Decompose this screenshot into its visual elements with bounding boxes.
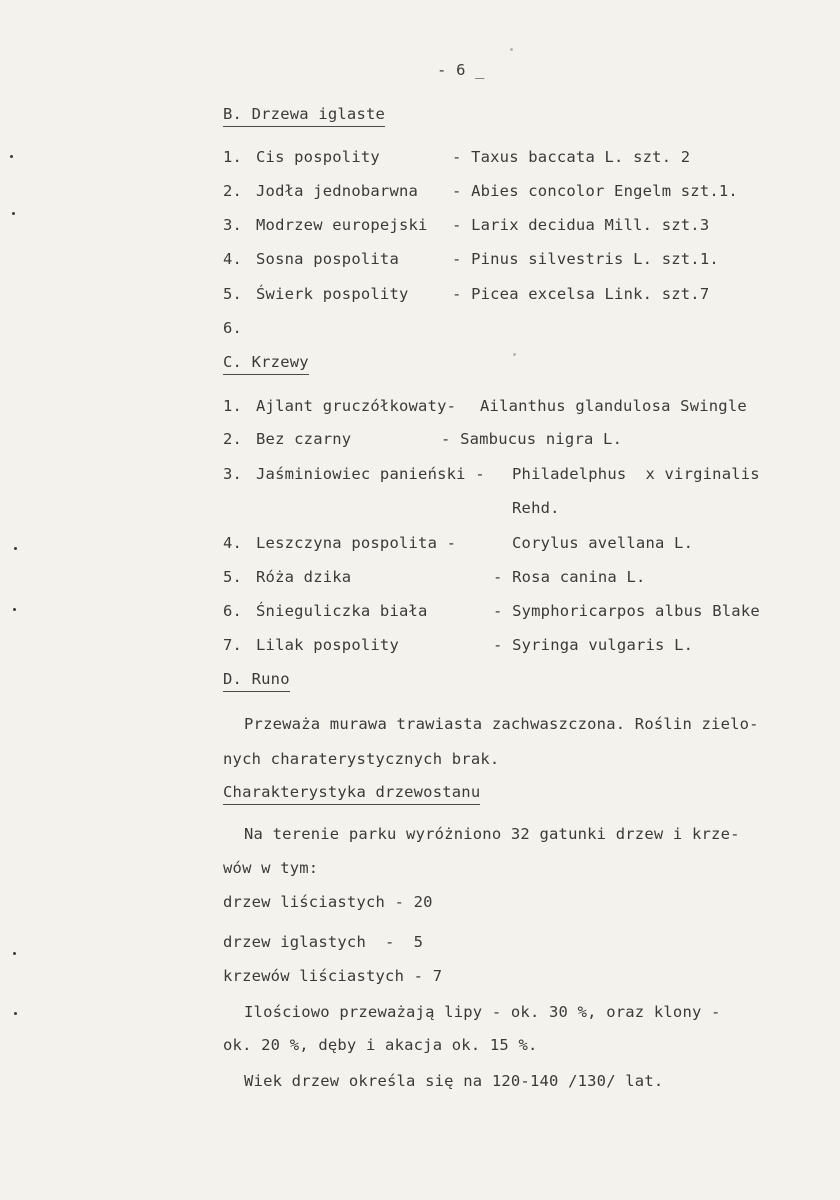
- paragraph-line: Wiek drzew określa się na 120-140 /130/ lat.: [244, 1072, 664, 1090]
- scan-speck: [510, 48, 513, 51]
- paragraph-line: Ilościowo przeważają lipy - ok. 30 %, oraz klony -: [244, 1003, 721, 1021]
- item-number: 3.: [223, 216, 243, 234]
- paragraph-line: Na terenie parku wyróżniono 32 gatunki drzew i krze-: [244, 825, 740, 843]
- item-latin: - Sambucus nigra L.: [441, 430, 623, 448]
- item-latin: - Picea excelsa Link. szt.7: [452, 285, 710, 303]
- item-latin-continuation: Rehd.: [512, 499, 560, 517]
- item-number: 2.: [223, 182, 243, 200]
- item-latin: - Symphoricarpos albus Blake: [493, 602, 760, 620]
- paragraph-line: nych charaterystycznych brak.: [223, 750, 500, 768]
- item-number: 1.: [223, 397, 243, 415]
- item-name: Modrzew europejski: [256, 216, 428, 234]
- scan-speck: [13, 608, 16, 611]
- scan-speck: [14, 1012, 17, 1015]
- item-name: Jaśminiowiec panieński -: [256, 465, 485, 483]
- item-name: Śnieguliczka biała: [256, 602, 428, 620]
- item-number: 3.: [223, 465, 243, 483]
- item-number: 6.: [223, 319, 243, 337]
- item-latin: Ailanthus glandulosa Swingle: [480, 397, 747, 415]
- paragraph-line: krzewów liściastych - 7: [223, 967, 443, 985]
- paragraph-line: ok. 20 %, dęby i akacja ok. 15 %.: [223, 1036, 538, 1054]
- item-name: Bez czarny: [256, 430, 352, 448]
- scan-speck: [13, 952, 16, 955]
- item-name: Jodła jednobarwna: [256, 182, 419, 200]
- paragraph-line: wów w tym:: [223, 859, 319, 877]
- item-name: Świerk pospolity: [256, 285, 409, 303]
- item-latin: - Larix decidua Mill. szt.3: [452, 216, 710, 234]
- item-number: 2.: [223, 430, 243, 448]
- item-latin: Philadelphus x virginalis: [512, 465, 760, 483]
- scan-speck: [12, 212, 15, 215]
- item-name: Leszczyna pospolita -: [256, 534, 457, 552]
- item-number: 1.: [223, 148, 243, 166]
- section-b-title: B. Drzewa iglaste: [223, 104, 385, 127]
- item-name: Sosna pospolita: [256, 250, 399, 268]
- item-latin: - Pinus silvestris L. szt.1.: [452, 250, 719, 268]
- characteristics-title: Charakterystyka drzewostanu: [223, 782, 480, 805]
- scan-speck: [513, 353, 516, 356]
- section-d-title: D. Runo: [223, 669, 290, 692]
- item-number: 5.: [223, 285, 243, 303]
- section-c-title: C. Krzewy: [223, 352, 309, 375]
- scan-speck: [10, 155, 13, 158]
- item-number: 5.: [223, 568, 243, 586]
- item-name: Róża dzika: [256, 568, 352, 586]
- item-name: Cis pospolity: [256, 148, 380, 166]
- item-name: Lilak pospolity: [256, 636, 399, 654]
- item-latin: - Rosa canina L.: [493, 568, 646, 586]
- item-number: 6.: [223, 602, 243, 620]
- item-number: 4.: [223, 534, 243, 552]
- item-latin: - Abies concolor Engelm szt.1.: [452, 182, 738, 200]
- item-number: 4.: [223, 250, 243, 268]
- page-number: - 6 _: [437, 61, 485, 79]
- item-latin: - Taxus baccata L. szt. 2: [452, 148, 691, 166]
- item-number: 7.: [223, 636, 243, 654]
- item-latin: Corylus avellana L.: [512, 534, 694, 552]
- scan-speck: [14, 547, 17, 550]
- paragraph-line: drzew liściastych - 20: [223, 893, 433, 911]
- item-name: Ajlant gruczółkowaty-: [256, 397, 457, 415]
- item-latin: - Syringa vulgaris L.: [493, 636, 694, 654]
- paragraph-line: Przeważa murawa trawiasta zachwaszczona. Roślin zielo-: [244, 715, 759, 733]
- paragraph-line: drzew iglastych - 5: [223, 933, 424, 951]
